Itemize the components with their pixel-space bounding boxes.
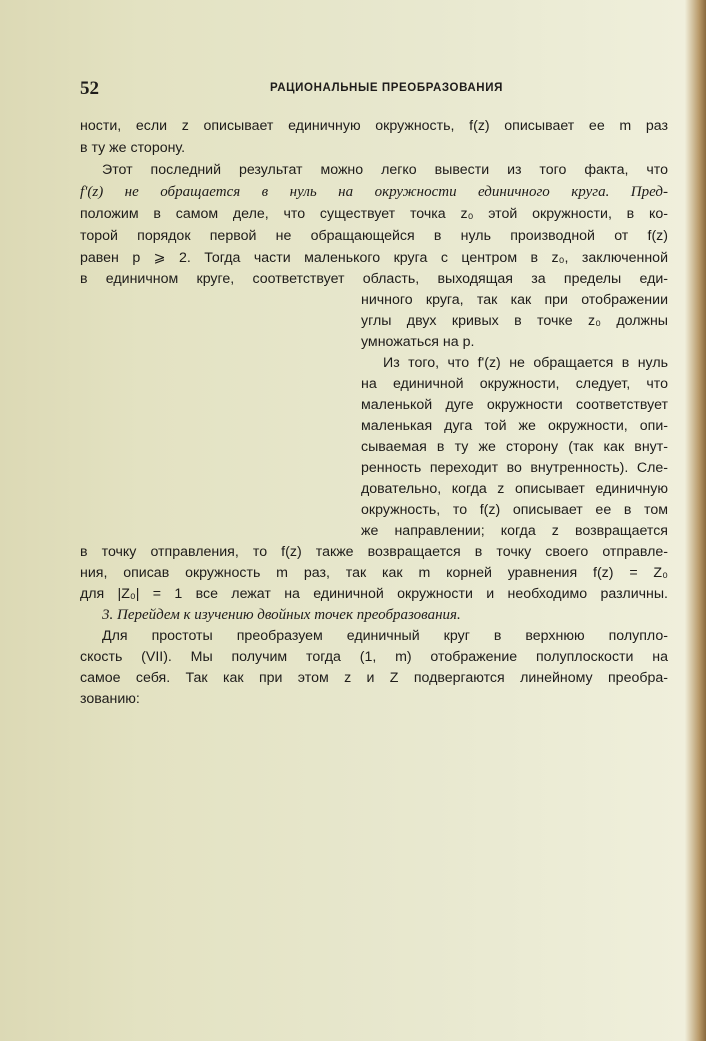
italic-theorem-line: f'(z) не обращается в нуль на окружности единичного круга. Пред- bbox=[80, 184, 668, 200]
text-line: Этот последний результат можно легко вывести из того факта, что bbox=[102, 162, 668, 178]
text-line: же направлении; когда z возвращается bbox=[361, 523, 668, 539]
text-line: на единичной окружности, следует, что bbox=[361, 376, 668, 392]
text-line: ности, если z описывает единичную окружность, f(z) описывает ее m раз bbox=[80, 118, 668, 134]
text-line: ренность переходит во внутренность). Сле- bbox=[361, 460, 668, 476]
text-line: Для простоты преобразуем единичный круг в верхнюю полупло- bbox=[102, 628, 668, 644]
text-line: Из того, что f'(z) не обращается в нуль bbox=[383, 355, 668, 371]
text-line: скость (VII). Мы получим тогда (1, m) отображение полуплоскости на bbox=[80, 649, 668, 665]
text-line: самое себя. Так как при этом z и Z подвергаются линейному преобра- bbox=[80, 670, 668, 686]
text-line: умножаться на p. bbox=[361, 334, 475, 350]
text-line: зованию: bbox=[80, 691, 140, 707]
text-line: сываемая в ту же сторону (так как внут- bbox=[361, 439, 668, 455]
text-line: маленькой дуге окружности соответствует bbox=[361, 397, 668, 413]
running-title: РАЦИОНАЛЬНЫЕ ПРЕОБРАЗОВАНИЯ bbox=[270, 82, 503, 94]
text-line: в точку отправления, то f(z) также возвращается в точку своего отправле- bbox=[80, 544, 668, 560]
text-line: окружность, то f(z) описывает ее в том bbox=[361, 502, 668, 518]
section-heading: 3. Перейдем к изучению двойных точек преобразования. bbox=[102, 607, 461, 623]
page-header bbox=[80, 78, 668, 100]
text-line: ничного круга, так как при отображении bbox=[361, 292, 668, 308]
text-line: ния, описав окружность m раз, так как m корней уравнения f(z) = Z₀ bbox=[80, 565, 668, 581]
text-line: в ту же сторону. bbox=[80, 140, 186, 156]
text-line: для |Z₀| = 1 все лежат на единичной окружности и необходимо различны. bbox=[80, 586, 668, 602]
text-line: положим в самом деле, что существует точка z₀ этой окружности, в ко- bbox=[80, 206, 668, 222]
text-line: довательно, когда z описывает единичную bbox=[361, 481, 668, 497]
text-line: углы двух кривых в точке z₀ должны bbox=[361, 313, 668, 329]
text-line: торой порядок первой не обращающейся в нуль производной от f(z) bbox=[80, 228, 668, 244]
page-number: 52 bbox=[80, 78, 99, 99]
text-line: равен p ⩾ 2. Тогда части маленького круга с центром в z₀, заключенной bbox=[80, 250, 668, 266]
text-line: в единичном круге, соответствует область, выходящая за пределы еди- bbox=[80, 271, 668, 287]
text-line: маленькая дуга той же окружности, опи- bbox=[361, 418, 668, 434]
